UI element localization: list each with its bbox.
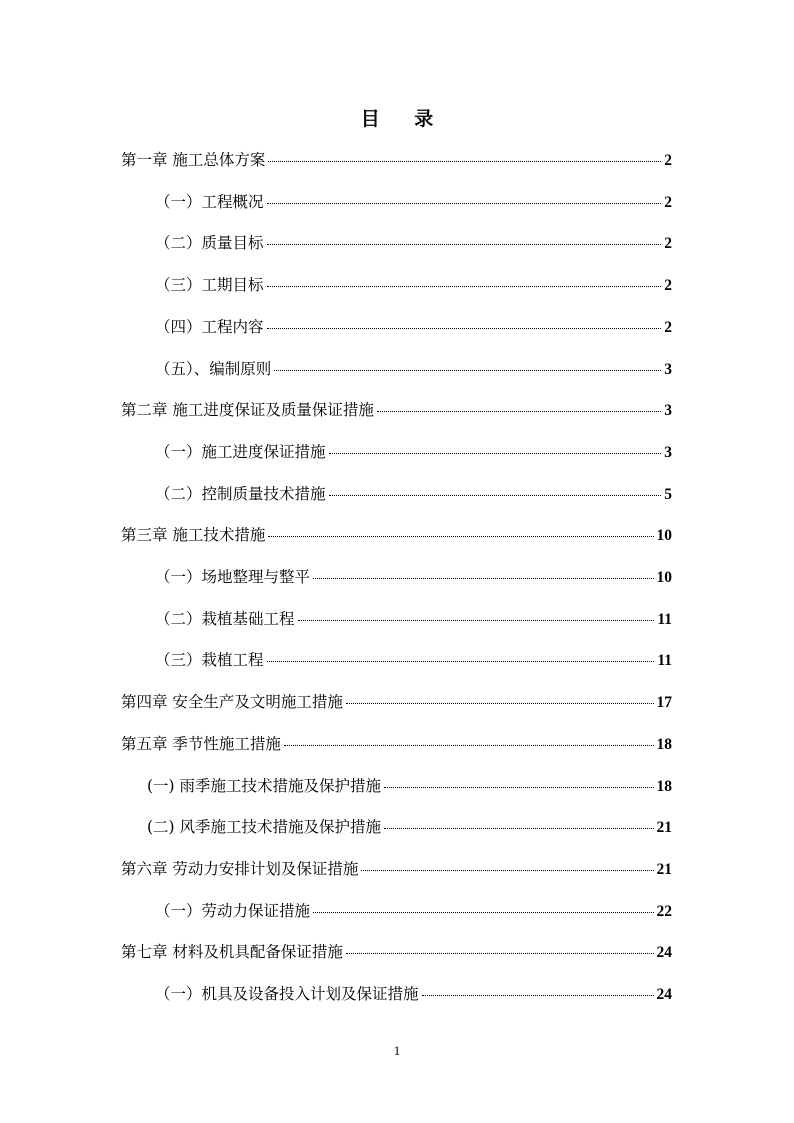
page-title: 目 录 [360, 108, 448, 130]
toc-entry-page: 17 [656, 694, 672, 712]
toc-entry[interactable] [155, 984, 672, 1005]
toc-entry-label: 第六章 劳动力安排计划及保证措施 [121, 859, 359, 878]
toc-leader-dots [384, 828, 653, 829]
toc-entry[interactable] [155, 192, 672, 213]
toc-entry-label: （一）劳动力保证措施 [155, 901, 311, 920]
toc-leader-dots [329, 453, 662, 454]
toc-leader-dots [284, 745, 654, 746]
toc-leader-dots [346, 953, 654, 954]
toc-entry-label: （二）质量目标 [155, 234, 264, 253]
toc-entry-page: 3 [664, 402, 672, 420]
toc-entry-label: （二）栽植基础工程 [155, 609, 295, 628]
page-number: 1 [393, 1043, 401, 1058]
toc-entry[interactable] [121, 150, 672, 171]
toc-entry-page: 11 [657, 652, 672, 670]
toc-entry-page: 2 [664, 277, 672, 295]
toc-leader-dots [329, 495, 662, 496]
toc-entry-label: 第二章 施工进度保证及质量保证措施 [121, 401, 374, 420]
toc-leader-dots [298, 620, 655, 621]
toc-entry[interactable] [147, 817, 672, 838]
toc-entry[interactable] [121, 942, 672, 963]
toc-entry-page: 18 [656, 735, 672, 753]
toc-leader-dots [313, 912, 653, 913]
toc-entry-label: 第一章 施工总体方案 [121, 151, 266, 169]
toc-leader-dots [422, 995, 654, 996]
toc-entry-page: 2 [664, 193, 672, 211]
toc-entry-label: 第七章 材料及机具配备保证措施 [121, 943, 343, 962]
toc-entry-label: （三）工期目标 [155, 276, 264, 295]
toc-leader-dots [267, 286, 662, 287]
toc-entry[interactable] [121, 400, 672, 421]
toc-entry[interactable] [155, 567, 672, 588]
toc-entry[interactable] [155, 901, 672, 922]
toc-entry-page: 21 [656, 819, 672, 837]
toc-entry[interactable] [155, 442, 672, 463]
toc-entry-page: 3 [664, 360, 672, 378]
toc-entry[interactable] [121, 525, 672, 546]
toc-entry-label: （四）工程内容 [155, 317, 264, 336]
toc-leader-dots [267, 244, 662, 245]
toc-entry[interactable] [155, 359, 672, 380]
toc-entry-page: 24 [656, 986, 672, 1003]
toc-entry-page: 11 [657, 610, 672, 628]
toc-entry[interactable] [155, 650, 672, 671]
toc-entry[interactable] [155, 233, 672, 254]
toc-entry-label: （二）控制质量技术措施 [155, 484, 326, 503]
toc-entry[interactable] [121, 859, 672, 880]
toc-leader-dots [268, 161, 661, 162]
toc-leader-dots [274, 370, 661, 371]
toc-entry[interactable] [147, 776, 672, 797]
toc-entry-page: 2 [664, 318, 672, 336]
toc-entry[interactable] [155, 609, 672, 630]
toc-leader-dots [313, 578, 653, 579]
toc-entry-page: 2 [664, 152, 672, 169]
toc-leader-dots [267, 661, 655, 662]
toc-entry[interactable] [155, 317, 672, 338]
toc-entry[interactable] [121, 692, 672, 713]
toc-leader-dots [268, 536, 653, 537]
toc-leader-dots [267, 328, 662, 329]
toc-entry[interactable] [155, 275, 672, 296]
toc-entry-label: （一）施工进度保证措施 [155, 442, 326, 461]
toc-entry-label: （五）、编制原则 [155, 359, 272, 378]
toc-entry-page: 22 [656, 902, 672, 920]
toc-entry[interactable] [155, 484, 672, 505]
toc-leader-dots [384, 787, 653, 788]
toc-entry-label: 第五章 季节性施工措施 [121, 734, 281, 753]
toc-entry-page: 2 [664, 235, 672, 253]
toc-entry-label: （一）场地整理与整平 [155, 568, 311, 586]
toc-entry-page: 10 [656, 569, 672, 586]
toc-entry-page: 3 [664, 443, 672, 461]
toc-entry-label: （一）工程概况 [155, 192, 264, 211]
toc-entry-page: 18 [656, 777, 672, 795]
toc-entry-label: 第四章 安全生产及文明施工措施 [121, 693, 343, 712]
toc-entry[interactable] [121, 734, 672, 755]
toc-entry-page: 10 [656, 527, 672, 545]
toc-entry-page: 24 [656, 944, 672, 962]
toc-entry-label: (二) 风季施工技术措施及保护措施 [147, 818, 382, 837]
toc-entry-label: （三）栽植工程 [155, 651, 264, 670]
toc-leader-dots [377, 411, 661, 412]
toc-entry-label: 第三章 施工技术措施 [121, 526, 266, 545]
toc-leader-dots [361, 870, 653, 871]
toc-leader-dots [346, 703, 654, 704]
toc-entry-page: 5 [664, 485, 672, 503]
toc-leader-dots [267, 203, 662, 204]
toc-entry-label: (一) 雨季施工技术措施及保护措施 [147, 776, 382, 795]
toc-entry-label: （一）机具及设备投入计划及保证措施 [155, 985, 419, 1003]
toc-entry-page: 21 [656, 860, 672, 878]
